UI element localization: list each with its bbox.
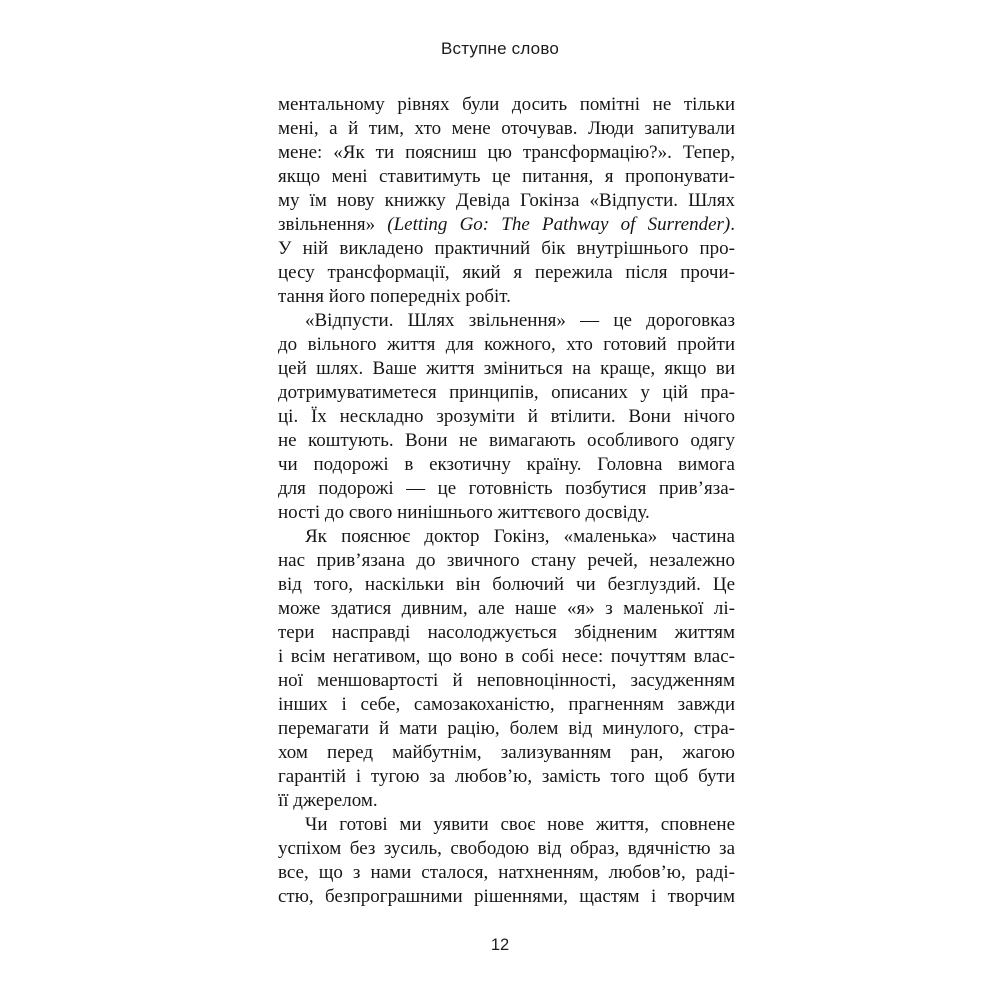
text-segment: стю, безпрограшними рішеннями, щастям і творчим [278, 886, 735, 907]
text-line [278, 261, 735, 285]
text-line [278, 477, 735, 501]
text-segment: Як пояснює доктор Гокінз, «маленька» частина [305, 526, 735, 547]
text-segment: чи подорожі в екзотичну країну. Головна вимога [278, 454, 735, 475]
text-block [278, 93, 735, 909]
text-segment: дотримуватиметеся принципів, описаних у цій пра- [278, 382, 735, 403]
text-line [278, 837, 735, 861]
paragraph [278, 813, 735, 909]
text-line [278, 621, 735, 645]
text-segment: перемагати й мати рацію, болем від минулого, стра- [278, 718, 735, 739]
text-segment: ної меншовартості й неповноцінності, засудженням [278, 670, 735, 691]
text-line [278, 669, 735, 693]
text-line [278, 213, 735, 237]
text-segment: все, що з нами сталося, натхненням, любов’ю, раді- [278, 862, 735, 883]
text-segment: якщо мені ставитимуть це питання, я пропонувати- [278, 166, 735, 187]
text-line [278, 333, 735, 357]
text-line [278, 285, 735, 309]
text-line [278, 789, 735, 813]
text-line [278, 693, 735, 717]
text-segment: для подорожі — це готовність позбутися прив’яза- [278, 478, 735, 499]
paragraph [278, 525, 735, 813]
text-segment: від того, наскільки він болючий чи безглуздий. Це [278, 574, 735, 595]
paragraph [278, 93, 735, 309]
text-line [278, 357, 735, 381]
text-segment: Чи готові ми уявити своє нове життя, сповнене [305, 814, 735, 835]
text-segment: і всім негативом, що воно в собі несе: почуттям влас- [278, 646, 735, 667]
text-line [278, 453, 735, 477]
text-segment: тання його попередніх робіт. [278, 286, 511, 307]
text-segment: мене: «Як ти поясниш цю трансформацію?». Тепер, [278, 142, 735, 163]
text-line [278, 549, 735, 573]
text-line [278, 573, 735, 597]
running-header: Вступне слово [440, 39, 560, 58]
text-segment: нас прив’язана до звичного стану речей, незалежно [278, 550, 735, 571]
text-segment: до вільного життя для кожного, хто готовий пройти [278, 334, 735, 355]
text-segment: її джерелом. [278, 790, 378, 811]
text-segment: цесу трансформації, який я пережила після прочи- [278, 262, 735, 283]
text-line [278, 813, 735, 837]
text-segment: У ній викладено практичний бік внутрішнього про- [278, 238, 735, 259]
text-segment: може здатися дивним, але наше «я» з маленької лі- [278, 598, 735, 619]
text-segment: ментальному рівнях були досить помітні не тільки [278, 94, 735, 115]
text-line [278, 141, 735, 165]
text-line [278, 501, 735, 525]
text-line [278, 717, 735, 741]
text-segment: ці. Їх нескладно зрозуміти й втілити. Вони нічого [278, 406, 735, 427]
text-line [278, 309, 735, 333]
page-number: 12 [490, 936, 510, 954]
text-line [278, 861, 735, 885]
text-segment: гарантій і тугою за любов’ю, замість того щоб бути [278, 766, 735, 787]
text-segment: інших і себе, самозакоханістю, прагненням завжди [278, 694, 735, 715]
text-line [278, 165, 735, 189]
text-line [278, 765, 735, 789]
text-line [278, 237, 735, 261]
text-segment: «Відпусти. Шлях звільнення» — це дороговказ [305, 310, 735, 331]
text-segment: . [730, 214, 735, 235]
text-line [278, 93, 735, 117]
text-segment: не коштують. Вони не вимагають особливого одягу [278, 430, 735, 451]
text-line [278, 405, 735, 429]
text-segment: звільнення» [278, 214, 388, 235]
text-line [278, 117, 735, 141]
text-line [278, 525, 735, 549]
text-line [278, 381, 735, 405]
text-segment: хом перед майбутнім, зализуванням ран, жагою [278, 742, 735, 763]
text-line [278, 741, 735, 765]
text-segment: успіхом без зусиль, свободою від образ, вдячністю за [278, 838, 735, 859]
text-line [278, 645, 735, 669]
text-segment: мені, а й тим, хто мене оточував. Люди запитували [278, 118, 735, 139]
text-line [278, 189, 735, 213]
paragraph [278, 309, 735, 525]
text-segment: тери насправді насолоджується збідненим життям [278, 622, 735, 643]
text-segment: ності до свого нинішнього життєвого досвіду. [278, 502, 650, 523]
text-line [278, 597, 735, 621]
text-line [278, 429, 735, 453]
text-segment: му їм нову книжку Девіда Гокінза «Відпусти. Шлях [278, 190, 735, 211]
text-segment: цей шлях. Ваше життя зміниться на краще, якщо ви [278, 358, 735, 379]
italic-text-segment: (Letting Go: The Pathway of Surrender) [387, 214, 731, 235]
text-line [278, 885, 735, 909]
